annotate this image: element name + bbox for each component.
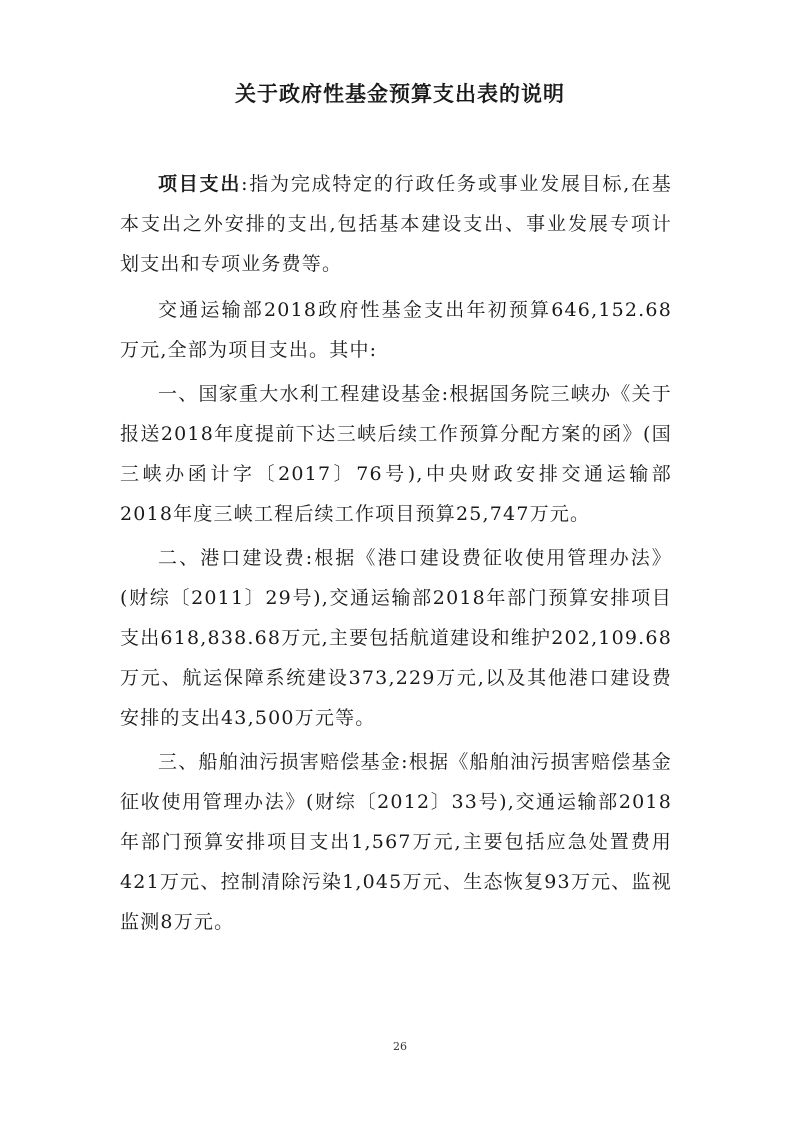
intro-paragraph	[120, 164, 672, 284]
page-title: 关于政府性基金预算支出表的说明	[235, 82, 565, 106]
item-paragraph-1: 一、国家重大水利工程建设基金:根据国务院三峡办《关于报送2018年度提前下达三峡后续工作预算分配方案的函》(国三峡办函计字〔2017〕76号),中央财政安排交通运输部2018年度三峡工程后续工作项目预算25,747万元。	[120, 383, 672, 525]
item-paragraph-2: 二、港口建设费:根据《港口建设费征收使用管理办法》(财综〔2011〕29号),交通运输部2018年部门预算安排项目支出618,838.68万元,主要包括航道建设和维护202,109.68万元、航运保障系统建设373,229万元,以及其他港口建设费安排的支出43,500万元等。	[120, 547, 672, 729]
item-paragraph-3: 三、船舶油污损害赔偿基金:根据《船舶油污损害赔偿基金征收使用管理办法》(财综〔2012〕33号),交通运输部2018年部门预算安排项目支出1,567万元,主要包括应急处置费用421万元、控制清除污染1,045万元、生态恢复93万元、监视监测8万元。	[120, 751, 672, 933]
summary-paragraph: 交通运输部2018政府性基金支出年初预算646,152.68万元,全部为项目支出。其中:	[120, 299, 672, 361]
document-body	[120, 164, 672, 946]
intro-text: :指为完成特定的行政任务或事业发展目标,在基本支出之外安排的支出,包括基本建设支出、事业发展专项计划支出和专项业务费等。	[120, 173, 673, 275]
page-number: 26	[393, 1040, 407, 1053]
intro-lead-term: 项目支出	[158, 173, 242, 195]
